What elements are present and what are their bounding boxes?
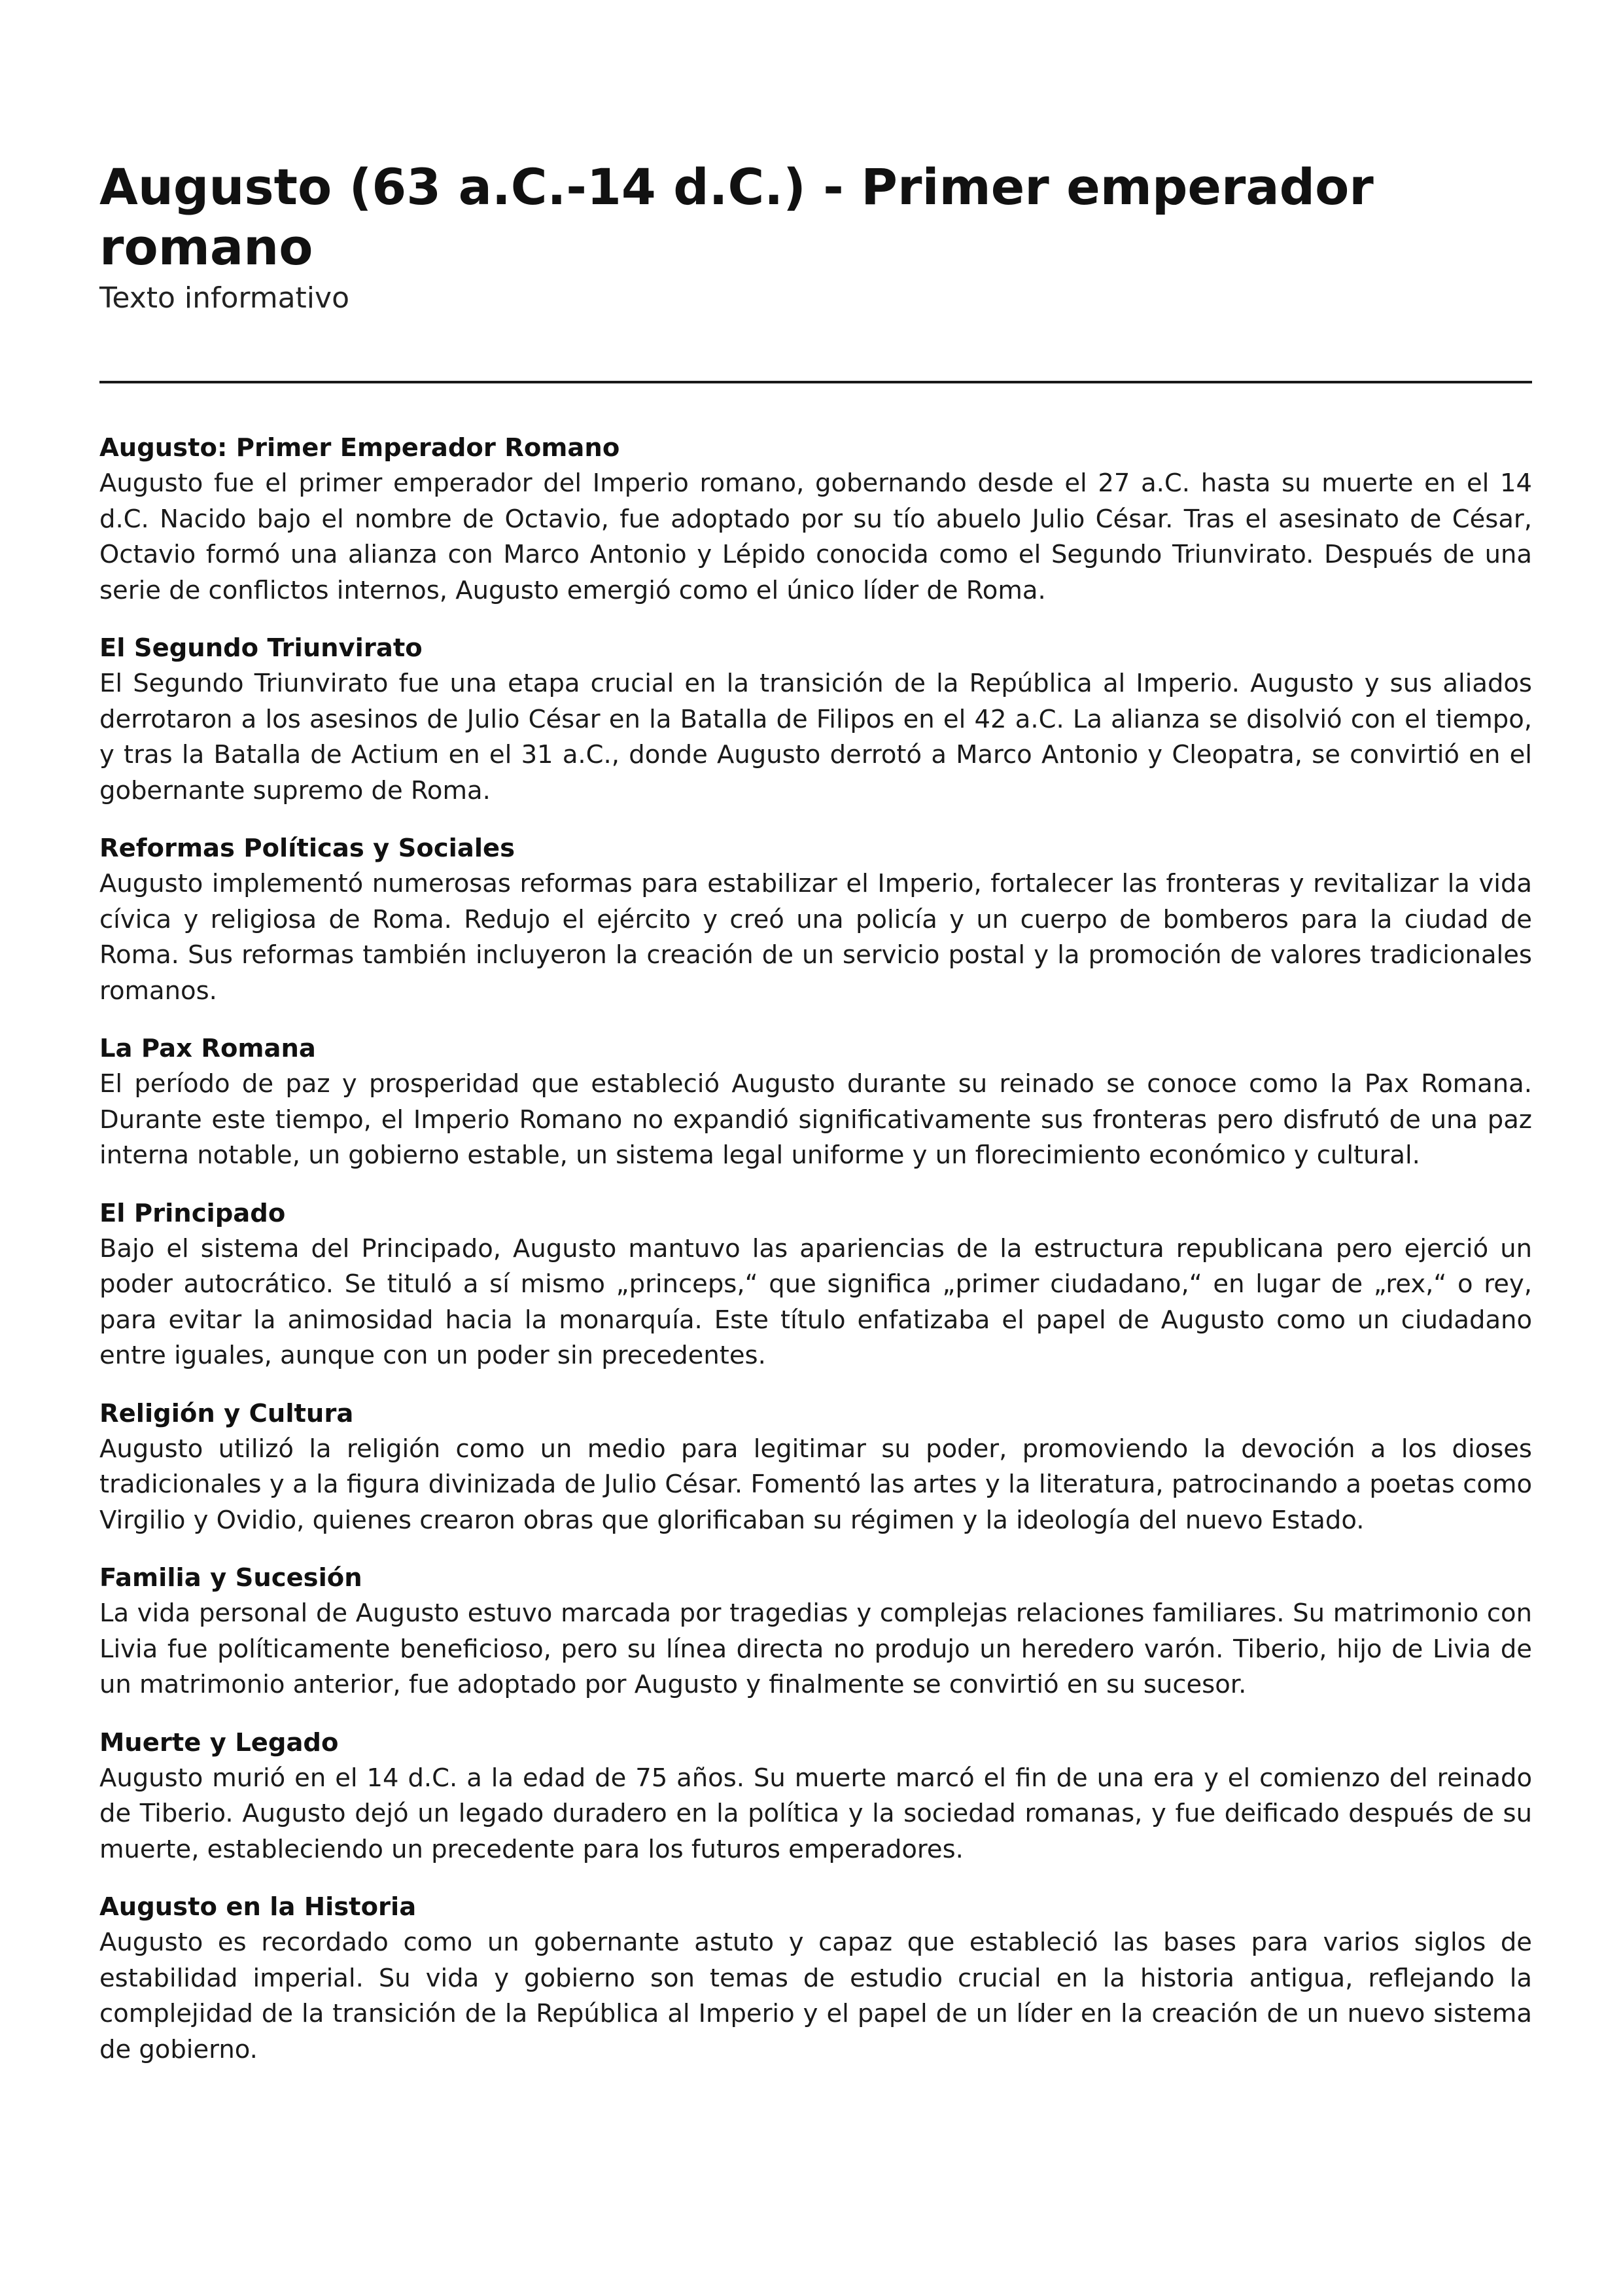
- section-heading: El Segundo Triunvirato: [99, 633, 423, 663]
- section-muerte-legado: [99, 1725, 1532, 1868]
- section-segundo-triunvirato: [99, 631, 1532, 809]
- section-paragraph: Bajo el sistema del Principado, Augusto mantuvo las apariencias de la estructura republicana pero ejerció un poder autocrático. Se tituló a sí mismo „princeps,“ que significa „primer ciudadano,“ en lugar de „rex,“ o rey, para evitar la animosidad hacia la monarquía. Este título enfatizaba el papel de Augusto como un ciudadano entre iguales, aunque con un poder sin precedentes.: [99, 1233, 1532, 1370]
- document-page: [99, 157, 1532, 2090]
- section-augusto-historia: [99, 1890, 1532, 2068]
- section-reformas: [99, 831, 1532, 1009]
- section-heading: Muerte y Legado: [99, 1727, 339, 1757]
- section-paragraph: La vida personal de Augusto estuvo marcada por tragedias y complejas relaciones familiares. Su matrimonio con Livia fue políticamente beneficioso, pero su línea directa no produjo un heredero varón. Tiberio, hijo de Livia de un matrimonio anterior, fue adoptado por Augusto y finalmente se convirtió en su sucesor.: [99, 1598, 1532, 1699]
- title-divider: [99, 381, 1532, 383]
- section-paragraph: Augusto murió en el 14 d.C. a la edad de 75 años. Su muerte marcó el fin de una era y el comienzo del reinado de Tiberio. Augusto dejó un legado duradero en la política y la sociedad romanas, y fue deificado después de su muerte, estableciendo un precedente para los futuros emperadores.: [99, 1763, 1532, 1864]
- section-religion-cultura: [99, 1396, 1532, 1539]
- section-pax-romana: [99, 1031, 1532, 1174]
- section-heading: Religión y Cultura: [99, 1398, 354, 1428]
- section-paragraph: Augusto fue el primer emperador del Imperio romano, gobernando desde el 27 a.C. hasta su muerte en el 14 d.C. Nacido bajo el nombre de Octavio, fue adoptado por su tío abuelo Julio César. Tras el asesinato de César, Octavio formó una alianza con Marco Antonio y Lépido conocida como el Segundo Triunvirato. Después de una serie de conflictos internos, Augusto emergió como el único líder de Roma.: [99, 468, 1532, 605]
- section-heading: Augusto en la Historia: [99, 1892, 417, 1922]
- section-paragraph: El período de paz y prosperidad que estableció Augusto durante su reinado se conoce como la Pax Romana. Durante este tiempo, el Imperio Romano no expandió significativamente sus fronteras pero disfrutó de una paz interna notable, un gobierno estable, un sistema legal uniforme y un florecimiento económico y cultural.: [99, 1069, 1532, 1170]
- document-subtitle: Texto informativo: [99, 281, 349, 315]
- section-familia-sucesion: [99, 1561, 1532, 1703]
- document-title: Augusto (63 a.C.-14 d.C.) - Primer emperador romano: [99, 158, 1374, 276]
- section-paragraph: Augusto implementó numerosas reformas para estabilizar el Imperio, fortalecer las fronteras y revitalizar la vida cívica y religiosa de Roma. Redujo el ejército y creó una policía y un cuerpo de bomberos para la ciudad de Roma. Sus reformas también incluyeron la creación de un servicio postal y la promoción de valores tradicionales romanos.: [99, 869, 1532, 1006]
- section-paragraph: Augusto es recordado como un gobernante astuto y capaz que estableció las bases para varios siglos de estabilidad imperial. Su vida y gobierno son temas de estudio crucial en la historia antigua, reflejando la complejidad de la transición de la República al Imperio y el papel de un líder en la creación de un nuevo sistema de gobierno.: [99, 1928, 1532, 2064]
- section-primer-emperador: [99, 431, 1532, 609]
- section-heading: El Principado: [99, 1198, 286, 1228]
- section-paragraph: El Segundo Triunvirato fue una etapa crucial en la transición de la República al Imperio. Augusto y sus aliados derrotaron a los asesinos de Julio César en la Batalla de Filipos en el 42 a.C. La alianza se disolvió con el tiempo, y tras la Batalla de Actium en el 31 a.C., donde Augusto derrotó a Marco Antonio y Cleopatra, se convirtió en el gobernante supremo de Roma.: [99, 669, 1532, 805]
- document-content: [99, 431, 1532, 2068]
- section-heading: Reformas Políticas y Sociales: [99, 834, 515, 863]
- section-heading: Familia y Sucesión: [99, 1563, 362, 1593]
- section-principado: [99, 1196, 1532, 1374]
- section-heading: La Pax Romana: [99, 1034, 316, 1063]
- section-paragraph: Augusto utilizó la religión como un medio para legitimar su poder, promoviendo la devoción a los dioses tradicionales y a la figura divinizada de Julio César. Fomentó las artes y la literatura, patrocinando a poetas como Virgilio y Ovidio, quienes crearon obras que glorificaban su régimen y la ideología del nuevo Estado.: [99, 1434, 1532, 1535]
- section-heading: Augusto: Primer Emperador Romano: [99, 433, 620, 463]
